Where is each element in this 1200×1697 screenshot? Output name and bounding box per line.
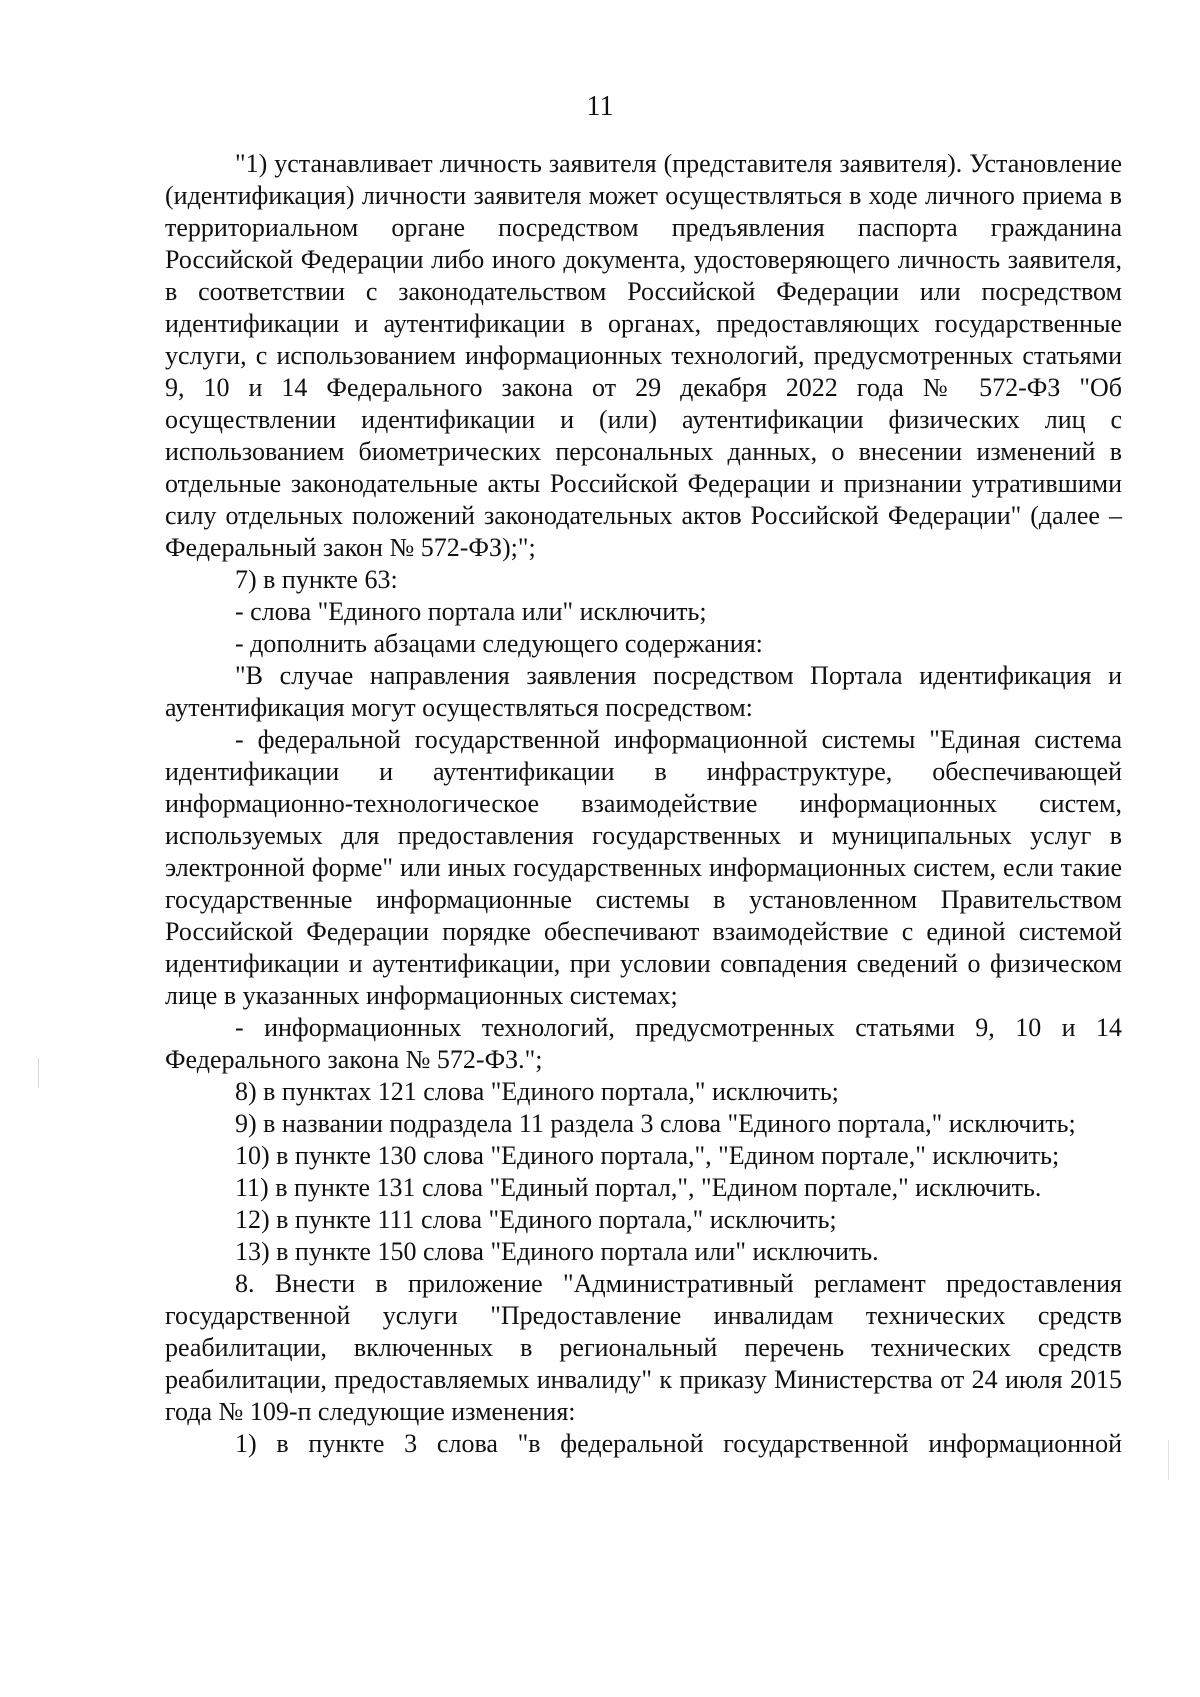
paragraph-portal-authentication: "В случае направления заявления посредством Портала идентификация и аутентификация могут осуществляться посредством:	[165, 661, 1122, 722]
scan-margin-mark	[38, 1058, 39, 1088]
document-body	[165, 148, 1122, 1460]
paragraph-section-8: 8. Внести в приложение "Административный регламент предоставления государственной услуги "Предоставление инвалидам технических средств реабилитации, включенных в региональный перечень технических средств реабилитации, предоставляемых инвалиду" к приказу Министерства от 24 июля 2015 года № 109-п следующие изменения:	[165, 1269, 1122, 1426]
paragraph-item-12: 12) в пункте 111 слова "Единого портала," исключить;	[235, 1205, 837, 1234]
paragraph-item-10: 10) в пункте 130 слова "Единого портала,", "Едином портале," исключить;	[235, 1141, 1060, 1170]
paragraph-item-1-point-3: 1) в пункте 3 слова "в федеральной государственной информационной	[235, 1429, 1122, 1458]
paragraph-item-8: 8) в пунктах 121 слова "Единого портала," исключить;	[235, 1077, 839, 1106]
paragraph-item-11: 11) в пункте 131 слова "Единый портал,", "Едином портале," исключить.	[235, 1173, 1042, 1202]
scan-margin-mark-right	[1168, 1440, 1169, 1480]
page-number: 11	[586, 91, 614, 122]
paragraph-information-technologies: - информационных технологий, предусмотренных статьями 9, 10 и 14 Федерального закона № 572-ФЗ.";	[165, 1013, 1122, 1074]
paragraph-add-clauses: - дополнить абзацами следующего содержания:	[235, 629, 763, 658]
paragraph-item-7: 7) в пункте 63:	[235, 565, 398, 594]
paragraph-identification: "1) устанавливает личность заявителя (представителя заявителя). Установление (идентификация) личности заявителя может осуществляться в ходе личного приема в территориальном органе посредством предъявления паспорта гражданина Российской Федерации либо иного документа, удостоверяющего личность заявителя, в соответствии с законодательством Российской Федерации или посредством идентификации и аутентификации в органах, предоставляющих государственные услуги, с использованием информационных технологий, предусмотренных статьями 9, 10 и 14 Федерального закона от 29 декабря 2022 года № 572-ФЗ "Об осуществлении идентификации и (или) аутентификации физических лиц с использованием биометрических персональных данных, о внесении изменений в отдельные законодательные акты Российской Федерации и признании утратившими силу отдельных положений законодательных актов Российской Федерации" (далее – Федеральный закон № 572-ФЗ);";	[165, 149, 1122, 562]
paragraph-federal-system: - федеральной государственной информационной системы "Единая система идентификации и аутентификации в инфраструктуре, обеспечивающей информационно-технологическое взаимодействие информационных систем, используемых для предоставления государственных и муниципальных услуг в электронной форме" или иных государственных информационных систем, если такие государственные информационные системы в установленном Правительством Российской Федерации порядке обеспечивают взаимодействие с единой системой идентификации и аутентификации, при условии совпадения сведений о физическом лице в указанных информационных системах;	[165, 725, 1122, 1010]
paragraph-exclude-words: - слова "Единого портала или" исключить;	[235, 597, 707, 626]
paragraph-item-13: 13) в пункте 150 слова "Единого портала или" исключить.	[235, 1237, 879, 1266]
paragraph-item-9: 9) в названии подраздела 11 раздела 3 слова "Единого портала," исключить;	[235, 1109, 1076, 1138]
